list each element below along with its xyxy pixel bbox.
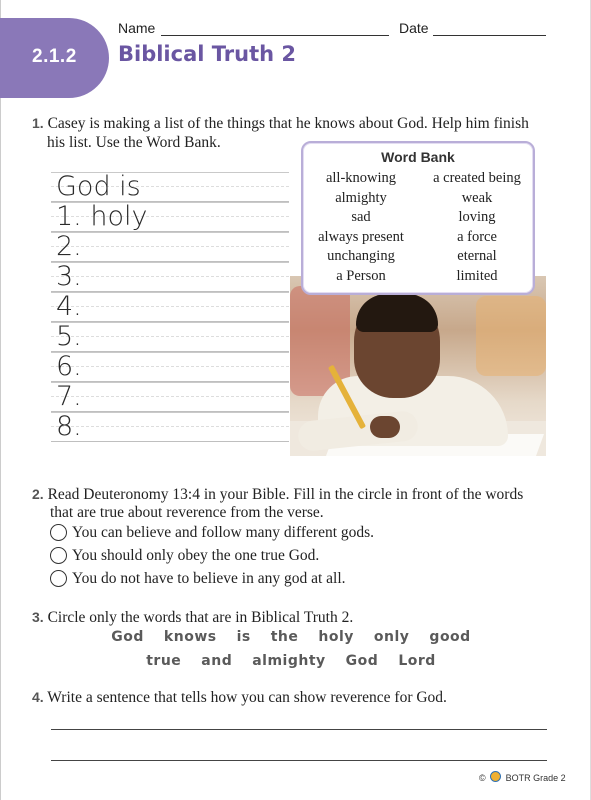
circle-word[interactable]: true: [146, 653, 182, 669]
word-row-1: [51, 629, 531, 645]
question-1-line-2: his list. Use the Word Bank.: [47, 134, 221, 151]
question-3-text: [32, 607, 353, 628]
writing-line[interactable]: [51, 292, 289, 322]
option-label: You should only obey the one true God.: [72, 547, 320, 564]
circle-word[interactable]: Lord: [398, 653, 436, 669]
question-1-text: [32, 113, 529, 134]
circle-word[interactable]: God: [345, 653, 379, 669]
circle-word[interactable]: good: [429, 629, 471, 645]
word-bank-item: unchanging: [327, 248, 395, 264]
question-2-number: 2.: [32, 486, 44, 502]
circle-word[interactable]: holy: [318, 629, 354, 645]
handwritten-text: 8.: [56, 411, 82, 442]
word-bank-right-column: [421, 169, 533, 286]
word-bank-item: eternal: [457, 248, 497, 264]
copyright-symbol: ©: [479, 773, 486, 783]
radio-circle-icon[interactable]: [50, 524, 67, 541]
radio-circle-icon[interactable]: [50, 547, 67, 564]
question-1-number: 1.: [32, 115, 44, 131]
date-field[interactable]: [433, 35, 546, 36]
writing-line[interactable]: [51, 262, 289, 292]
handwritten-text: 4.: [56, 291, 82, 322]
circle-word[interactable]: almighty: [252, 653, 326, 669]
option-2[interactable]: [50, 546, 319, 566]
handwritten-text: 7.: [56, 381, 82, 412]
question-4-number: 4.: [32, 689, 44, 705]
circle-word[interactable]: knows: [163, 629, 217, 645]
footer-text: BOTR Grade 2: [505, 773, 566, 783]
option-label: You do not have to believe in any god at all.: [72, 570, 346, 587]
boy-writing-photo: [290, 276, 546, 456]
word-bank-item: always present: [318, 228, 404, 245]
writing-line[interactable]: [51, 202, 289, 232]
word-bank-item: weak: [461, 189, 493, 206]
word-bank-item: a force: [457, 228, 497, 245]
handwritten-text: 1. holy: [56, 201, 148, 232]
question-3-instruction: Circle only the words that are in Biblical Truth 2.: [47, 609, 354, 626]
option-1[interactable]: [50, 523, 374, 543]
word-bank-item: all-knowing: [325, 170, 397, 186]
handwritten-text: 2.: [56, 231, 82, 262]
handwritten-text: God is: [56, 171, 141, 202]
writing-line[interactable]: [51, 322, 289, 352]
date-label: Date: [399, 20, 429, 36]
circle-word[interactable]: and: [201, 653, 233, 669]
circle-word[interactable]: only: [373, 629, 410, 645]
writing-line[interactable]: [51, 382, 289, 412]
writing-line[interactable]: [51, 412, 289, 442]
answer-line[interactable]: [51, 729, 547, 730]
circle-word[interactable]: God: [111, 629, 144, 645]
word-bank-item: limited: [456, 267, 498, 284]
writing-line[interactable]: [51, 232, 289, 262]
publisher-logo-icon: [490, 771, 501, 782]
radio-circle-icon[interactable]: [50, 570, 67, 587]
word-row-2: [51, 653, 531, 669]
word-bank-title: Word Bank: [381, 149, 455, 165]
word-bank-left-column: [305, 169, 417, 286]
word-bank-item: almighty: [335, 189, 387, 206]
handwritten-text: 3.: [56, 261, 82, 292]
handwritten-text: 6.: [56, 351, 82, 382]
handwritten-text: 5.: [56, 321, 82, 352]
writing-line[interactable]: [51, 352, 289, 382]
writing-lines[interactable]: [51, 172, 289, 442]
option-label: You can believe and follow many different gods.: [72, 524, 375, 541]
option-3[interactable]: [50, 569, 346, 589]
question-2-line-1: Read Deuteronomy 13:4 in your Bible. Fill in the circle in front of the words: [47, 486, 524, 503]
footer: [479, 771, 566, 783]
question-2-line-2: that are true about reverence from the verse.: [50, 504, 324, 521]
name-label: Name: [118, 20, 156, 36]
circle-word[interactable]: is: [236, 629, 251, 645]
question-4-instruction: Write a sentence that tells how you can show reverence for God.: [47, 689, 447, 706]
page-title: Biblical Truth 2: [118, 42, 296, 66]
answer-line[interactable]: [51, 760, 547, 761]
word-bank-item: a created being: [433, 170, 521, 186]
writing-line[interactable]: [51, 172, 289, 202]
word-bank-item: a Person: [336, 267, 386, 284]
circle-word[interactable]: the: [270, 629, 299, 645]
word-bank: [301, 141, 535, 295]
question-4-text: [32, 687, 447, 708]
question-3-number: 3.: [32, 609, 44, 625]
word-bank-item: sad: [351, 209, 371, 225]
lesson-number: 2.1.2: [32, 46, 77, 67]
question-2-text: [32, 484, 523, 505]
question-1-line-1: Casey is making a list of the things that he knows about God. Help him finish: [47, 115, 529, 132]
name-field[interactable]: [161, 35, 389, 36]
word-bank-item: loving: [458, 209, 496, 225]
